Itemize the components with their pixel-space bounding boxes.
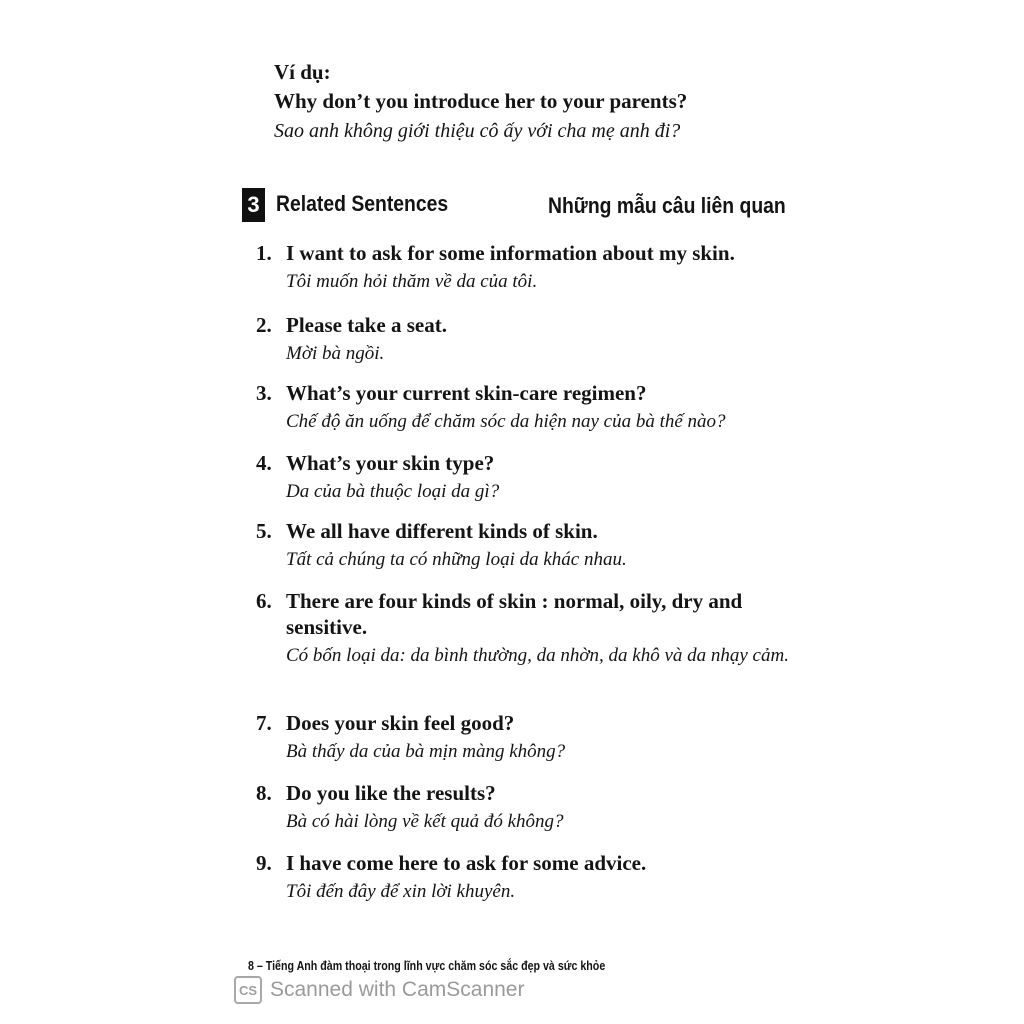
item-vietnamese: Chế độ ăn uống để chăm sóc da hiện nay của bà thế nào? bbox=[286, 411, 726, 432]
list-item bbox=[256, 588, 816, 669]
camscanner-watermark bbox=[234, 976, 524, 1004]
item-number: 5. bbox=[256, 519, 272, 543]
list-item bbox=[256, 518, 816, 573]
list-item bbox=[256, 780, 816, 835]
item-number: 1. bbox=[256, 241, 272, 265]
list-item bbox=[256, 450, 816, 505]
item-english: Do you like the results? bbox=[286, 781, 496, 805]
list-item bbox=[256, 312, 816, 367]
item-english: What’s your skin type? bbox=[286, 451, 495, 475]
item-number: 7. bbox=[256, 711, 272, 735]
item-vietnamese: Có bốn loại da: da bình thường, da nhờn, da khô và da nhạy cảm. bbox=[286, 645, 789, 666]
example-vietnamese: Sao anh không giới thiệu cô ấy với cha mẹ anh đi? bbox=[274, 120, 681, 142]
section-title: Related Sentences bbox=[276, 191, 449, 216]
item-english: I have come here to ask for some advice. bbox=[286, 851, 647, 875]
section-title-vietnamese: Những mẫu câu liên quan bbox=[548, 193, 786, 218]
list-item bbox=[256, 380, 816, 435]
item-vietnamese: Bà có hài lòng về kết quả đó không? bbox=[286, 811, 564, 832]
item-english: What’s your current skin-care regimen? bbox=[286, 381, 647, 405]
section-number-badge: 3 bbox=[242, 188, 265, 222]
list-item bbox=[256, 710, 816, 765]
section-header bbox=[242, 188, 802, 224]
item-vietnamese: Tất cả chúng ta có những loại da khác nhau. bbox=[286, 549, 627, 570]
item-vietnamese: Tôi muốn hỏi thăm về da của tôi. bbox=[286, 271, 538, 292]
item-number: 4. bbox=[256, 451, 272, 475]
list-item bbox=[256, 240, 816, 295]
item-number: 2. bbox=[256, 313, 272, 337]
item-english: I want to ask for some information about my skin. bbox=[286, 241, 735, 265]
item-english: We all have different kinds of skin. bbox=[286, 519, 598, 543]
example-label: Ví dụ: bbox=[274, 60, 331, 84]
item-number: 9. bbox=[256, 851, 272, 875]
example-english: Why don’t you introduce her to your parents? bbox=[274, 89, 688, 113]
item-english: Please take a seat. bbox=[286, 313, 447, 337]
item-vietnamese: Bà thấy da của bà mịn màng không? bbox=[286, 741, 566, 762]
item-number: 6. bbox=[256, 589, 272, 613]
page-footer: 8 – Tiếng Anh đàm thoại trong lĩnh vực chăm sóc sắc đẹp và sức khỏe bbox=[248, 958, 606, 973]
item-vietnamese: Mời bà ngồi. bbox=[286, 343, 385, 364]
item-vietnamese: Tôi đến đây để xin lời khuyên. bbox=[286, 881, 516, 902]
list-item bbox=[256, 850, 816, 905]
item-number: 3. bbox=[256, 381, 272, 405]
item-number: 8. bbox=[256, 781, 272, 805]
watermark-text: Scanned with CamScanner bbox=[270, 978, 525, 1001]
camscanner-logo-icon: CS bbox=[234, 976, 262, 1004]
item-english: Does your skin feel good? bbox=[286, 711, 515, 735]
item-vietnamese: Da của bà thuộc loại da gì? bbox=[286, 481, 500, 502]
item-english: There are four kinds of skin : normal, oily, dry and sensitive. bbox=[286, 589, 743, 639]
